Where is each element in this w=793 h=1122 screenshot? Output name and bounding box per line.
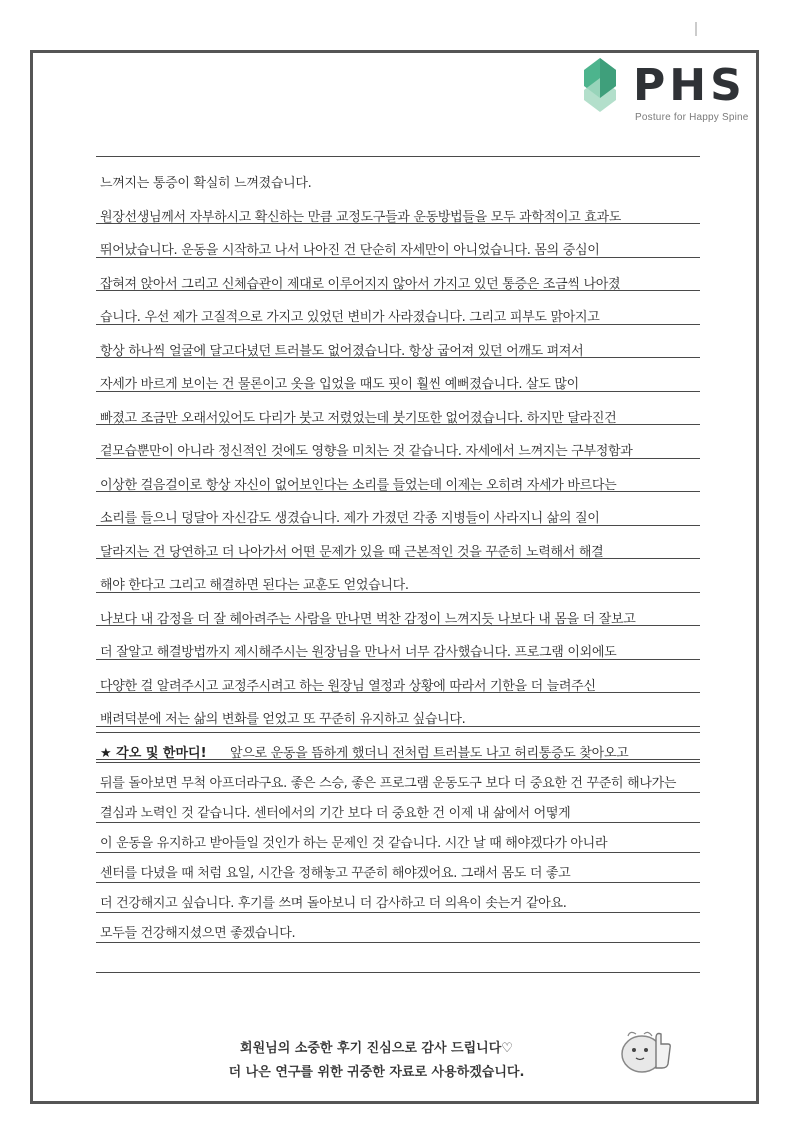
review-line: 잡혀져 앉아서 그리고 신체습관이 제대로 이루어지지 않아서 가지고 있던 통증은 조금씩 나아졌 [100,276,621,292]
ruled-line [96,732,700,733]
review-line: 소리를 들으니 덩달아 자신감도 생겼습니다. 제가 가졌던 각종 지병들이 사라지니 삶의 질이 [100,511,600,526]
review-line: 이상한 걸음걸이로 항상 자신이 없어보인다는 소리를 들었는데 이제는 오히려 자세가 바르다는 [100,477,617,493]
review-line: 느껴지는 통증이 확실히 느껴졌습니다. [100,176,312,191]
review-line: 배려덕분에 저는 삶의 변화를 얻었고 또 꾸준히 유지하고 싶습니다. [100,712,466,727]
review-line: 빠졌고 조금만 오래서있어도 다리가 붓고 저렸었는데 붓기또한 없어졌습니다. 하지만 달라진건 [100,410,617,426]
phs-logo-mark [578,56,634,128]
resolution-heading: ★ 각오 및 한마디! [100,746,207,761]
review-line: 원장선생님께서 자부하시고 확신하는 만큼 교정도구들과 운동방법들을 모두 과학적이고 효과도 [100,209,621,225]
review-line: 겉모습뿐만이 아니라 정신적인 것에도 영향을 미치는 것 같습니다. 자세에서 느껴지는 구부정함과 [100,444,633,459]
resolution-line: 더 건강해지고 싶습니다. 후기를 쓰며 돌아보니 더 감사하고 더 의욕이 솟는거 같아요. [100,896,567,911]
review-line: 더 잘알고 해결방법까지 제시해주시는 원장님을 만나서 너무 감사했습니다. 프로그램 이외에도 [100,645,617,660]
resolution-line: 앞으로 운동을 뜸하게 했더니 전처럼 트러블도 나고 허리통증도 찾아오고 [230,746,629,761]
ruled-line [96,942,700,943]
review-line: 항상 하나씩 얼굴에 달고다녔던 트러블도 없어졌습니다. 항상 굽어져 있던 어깨도 펴져서 [100,343,584,359]
review-line: 나보다 내 감정을 더 잘 헤아려주는 사람을 만나면 벅찬 감정이 느껴지듯 나보다 내 몸을 더 잘보고 [100,611,636,627]
footer-message [0,1037,793,1085]
review-line: 달라지는 건 당연하고 더 나아가서 어떤 문제가 있을 때 근본적인 것을 꾸준히 노력해서 해결 [100,544,604,560]
resolution-line: 결심과 노력인 것 같습니다. 센터에서의 기간 보다 더 중요한 건 이제 내 삶에서 어떻게 [100,806,571,821]
footer-usage-note: 더 나은 연구를 위한 귀중한 자료로 사용하겠습니다. [228,1065,525,1080]
thumbs-up-mascot-icon [614,1020,674,1082]
review-line: 습니다. 우선 제가 고질적으로 가지고 있었던 변비가 사라졌습니다. 그리고 피부도 맑아지고 [100,310,600,325]
ruled-line [96,912,700,913]
ruled-line [96,792,700,793]
ruled-line [96,852,700,853]
logo-tagline: Posture for Happy Spine [635,112,749,123]
ruled-line [96,882,700,883]
ruled-line [96,972,700,973]
resolution-line: 모두들 건강해지셨으면 좋겠습니다. [100,926,296,941]
resolution-line: 뒤를 돌아보면 무척 아프더라구요. 좋은 스승, 좋은 프로그램 운동도구 보다 더 중요한 건 꾸준히 해나가는 [100,776,677,791]
ruled-line [96,156,700,157]
review-line: 뛰어났습니다. 운동을 시작하고 나서 나아진 건 단순히 자세만이 아니었습니다. 몸의 중심이 [100,243,600,258]
ruled-line [96,762,700,763]
phs-logo [578,56,758,126]
scan-mark [695,22,697,36]
resolution-line: 이 운동을 유지하고 받아들일 것인가 하는 문제인 것 같습니다. 시간 날 때 해야겠다가 아니라 [100,836,608,851]
footer-thanks: 회원님의 소중한 후기 진심으로 감사 드립니다♡ [240,1041,513,1056]
review-line: 자세가 바르게 보이는 건 물론이고 옷을 입었을 때도 핏이 훨씬 예뻐졌습니다. 살도 많이 [100,377,579,392]
review-line: 해야 한다고 그리고 해결하면 된다는 교훈도 얻었습니다. [100,578,409,593]
logo-wordmark: PHS [633,60,746,111]
ruled-line [96,822,700,823]
resolution-line: 센터를 다녔을 때 처럼 요일, 시간을 정해놓고 꾸준히 해야겠어요. 그래서 몸도 더 좋고 [100,866,571,881]
review-line: 다양한 걸 알려주시고 교정주시려고 하는 원장님 열정과 상황에 따라서 기한을 더 늘려주신 [100,678,596,694]
